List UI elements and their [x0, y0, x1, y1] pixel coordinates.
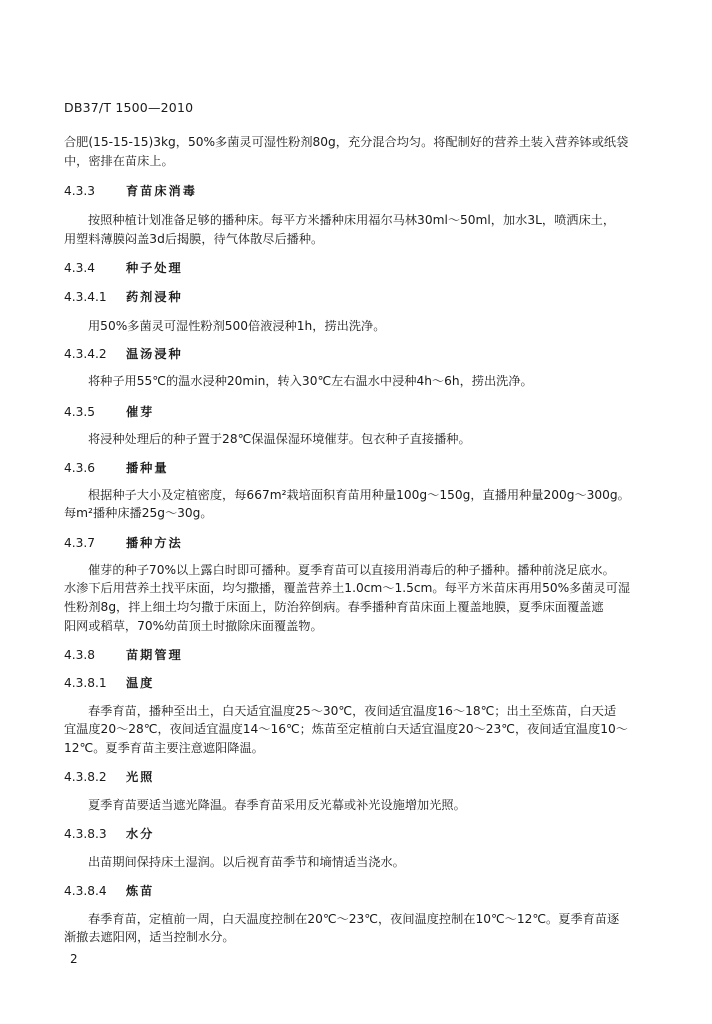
section-title: 炼苗: [126, 884, 155, 898]
section-title: 播种量: [126, 461, 169, 475]
paragraph-line: 催芽的种子70%以上露白时即可播种。夏季育苗可以直接用消毒后的种子播种。播种前浇足底水。: [88, 563, 615, 577]
paragraph-line: 用塑料薄膜闷盖3d后揭膜，待气体散尽后播种。: [64, 232, 324, 246]
section-title: 育苗床消毒: [126, 184, 197, 198]
paragraph-line: 中，密排在苗床上。: [64, 154, 174, 168]
section-number: 4.3.4.1: [64, 290, 107, 304]
section-heading: [64, 260, 183, 276]
paragraph-line: 春季育苗，播种至出土，白天适宜温度25～30℃，夜间适宜温度16～18℃；出土至炼苗，白天适: [88, 704, 617, 718]
section-number: 4.3.8.4: [64, 884, 107, 898]
section-number: 4.3.7: [64, 536, 96, 550]
section-title: 光照: [126, 770, 155, 784]
paragraph-line: 性粉剂8g，拌上细土均匀撒于床面上，防治猝倒病。春季播种育苗床面上覆盖地膜，夏季床面覆盖遮: [64, 600, 604, 614]
section-heading: [64, 289, 183, 305]
paragraph-line: 水渗下后用营养土找平床面，均匀撒播，覆盖营养土1.0cm～1.5cm。每平方米苗床再用50%多菌灵可湿: [64, 581, 631, 595]
section-title: 水分: [126, 827, 155, 841]
paragraph-line: 将浸种处理后的种子置于28℃保温保湿环境催芽。包衣种子直接播种。: [88, 432, 471, 446]
section-heading: [64, 404, 154, 420]
standard-number-header: DB37/T 1500—2010: [64, 100, 194, 115]
section-heading: [64, 883, 154, 899]
paragraph-line: 用50%多菌灵可湿性粉剂500倍液浸种1h，捞出洗净。: [88, 319, 386, 333]
section-title: 药剂浸种: [126, 290, 183, 304]
section-heading: [64, 826, 154, 842]
section-number: 4.3.8.2: [64, 770, 107, 784]
paragraph-line: 阳网或稻草，70%幼苗顶土时撤除床面覆盖物。: [64, 619, 323, 633]
paragraph-line: 每m²播种床播25g～30g。: [64, 506, 213, 520]
section-title: 苗期管理: [126, 648, 183, 662]
section-number: 4.3.8: [64, 648, 96, 662]
section-number: 4.3.4: [64, 261, 96, 275]
section-title: 种子处理: [126, 261, 183, 275]
section-heading: [64, 183, 197, 199]
section-heading: [64, 535, 183, 551]
section-heading: [64, 769, 154, 785]
paragraph-line: 根据种子大小及定植密度，每667m²栽培面积育苗用种量100g～150g，直播用种量200g～300g。: [88, 488, 630, 502]
section-number: 4.3.3: [64, 184, 96, 198]
section-number: 4.3.5: [64, 405, 96, 419]
section-title: 温度: [126, 676, 155, 690]
section-title: 催芽: [126, 405, 155, 419]
section-number: 4.3.6: [64, 461, 96, 475]
section-heading: [64, 346, 183, 362]
page-number: 2: [70, 952, 78, 966]
paragraph-line: 夏季育苗要适当遮光降温。春季育苗采用反光幕或补光设施增加光照。: [88, 798, 466, 812]
paragraph-line: 出苗期间保持床土湿润。以后视育苗季节和墒情适当浇水。: [88, 855, 405, 869]
paragraph-line: 将种子用55℃的温水浸种20min，转入30℃左右温水中浸种4h～6h，捞出洗净。: [88, 374, 533, 388]
section-heading: [64, 647, 183, 663]
paragraph-line: 按照种植计划准备足够的播种床。每平方米播种床用福尔马林30ml～50ml，加水3L，喷洒床土，: [88, 213, 616, 227]
section-number: 4.3.4.2: [64, 347, 107, 361]
paragraph-line: 春季育苗，定植前一周，白天温度控制在20℃～23℃，夜间温度控制在10℃～12℃。夏季育苗逐: [88, 912, 620, 926]
paragraph-line: 渐撤去遮阳网，适当控制水分。: [64, 930, 235, 944]
section-heading: [64, 675, 154, 691]
section-heading: [64, 460, 169, 476]
section-title: 温汤浸种: [126, 347, 183, 361]
paragraph-line: 合肥(15-15-15)3kg，50%多菌灵可湿性粉剂80g，充分混合均匀。将配制好的营养土装入营养钵或纸袋: [64, 135, 629, 149]
section-title: 播种方法: [126, 536, 183, 550]
paragraph-line: 宜温度20～28℃，夜间适宜温度14～16℃；炼苗至定植前白天适宜温度20～23℃，夜间适宜温度10～: [64, 722, 628, 736]
paragraph-line: 12℃。夏季育苗主要注意遮阳降温。: [64, 741, 264, 755]
section-number: 4.3.8.1: [64, 676, 107, 690]
section-number: 4.3.8.3: [64, 827, 107, 841]
